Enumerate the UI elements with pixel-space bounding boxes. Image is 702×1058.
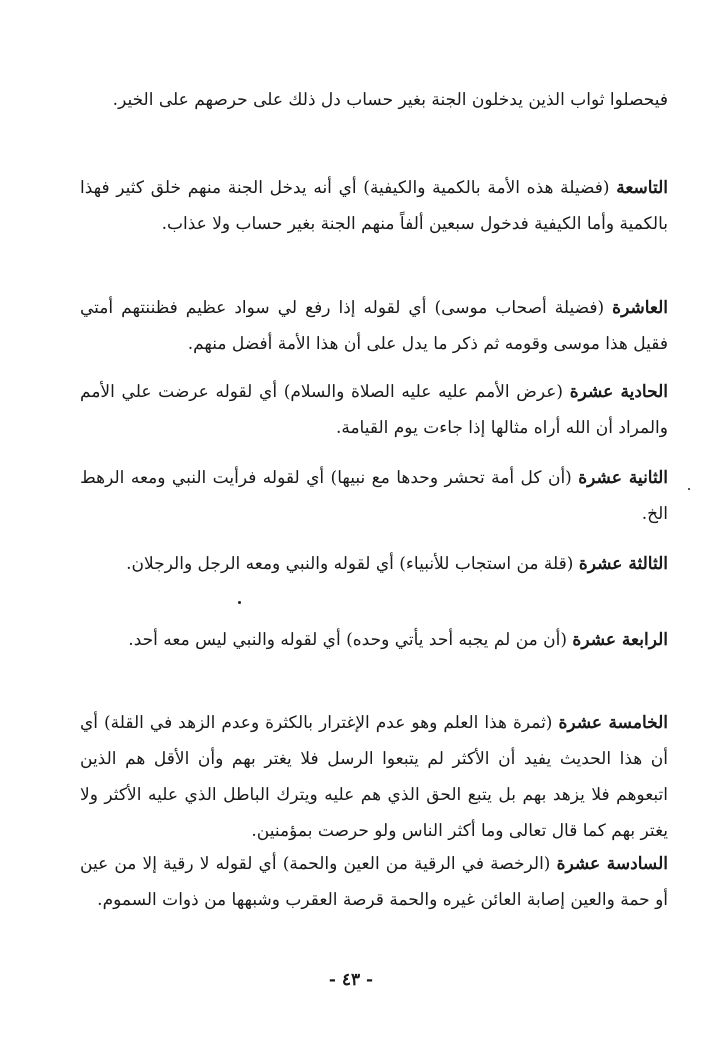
- print-speck: [688, 488, 690, 490]
- paragraph-3-heading: العاشرة: [612, 298, 668, 318]
- print-speck: [238, 601, 241, 604]
- paragraph-7-heading: الرابعة عشرة: [572, 630, 668, 650]
- paragraph-8-heading: الخامسة عشرة: [558, 713, 668, 733]
- paragraph-4-heading: الحادية عشرة: [569, 382, 668, 402]
- page-number: - ٤٣ -: [328, 970, 374, 990]
- paragraph-9-text: (الرخصة في الرقية من العين والحمة) أي لقوله لا رقية إلا من عين أو حمة والعين إصابة العائن غيره والحمة قرصة العقرب وشبهها من ذوات السموم.: [80, 854, 668, 910]
- paragraph-6: [80, 546, 668, 582]
- paragraph-3: [80, 290, 668, 362]
- paragraph-9-heading: السادسة عشرة: [556, 854, 668, 874]
- paragraph-6-text: (قلة من استجاب للأنبياء) أي لقوله والنبي ومعه الرجل والرجلان.: [126, 554, 574, 574]
- paragraph-8: [80, 705, 668, 849]
- paragraph-2-heading: التاسعة: [616, 178, 669, 198]
- paragraph-8-text: (ثمرة هذا العلم وهو عدم الإغترار بالكثرة وعدم الزهد في القلة) أي أن هذا الحديث يفيد أن الأكثر لم يتبعوا الرسل فلا يغتر بهم وأن الأقل هم الذين اتبعوهم فلا يزهد بهم بل يتبع الحق الذي هم عليه ويترك الباطل الذي عليه الأكثر ولا يغتر بهم كما قال تعالى وما أكثر الناس ولو حرصت بمؤمنين.: [80, 713, 668, 841]
- paragraph-7: [80, 622, 668, 658]
- paragraph-1-text: فيحصلوا ثواب الذين يدخلون الجنة بغير حساب دل ذلك على حرصهم على الخير.: [112, 90, 668, 110]
- paragraph-5-text: (أن كل أمة تحشر وحدها مع نبيها) أي لقوله فرأيت النبي ومعه الرهط الخ.: [80, 468, 668, 524]
- paragraph-6-heading: الثالثة عشرة: [578, 554, 668, 574]
- paragraph-2: [80, 170, 668, 242]
- paragraph-7-text: (أن من لم يجبه أحد يأتي وحده) أي لقوله والنبي ليس معه أحد.: [128, 630, 568, 650]
- paragraph-3-text: (فضيلة أصحاب موسى) أي لقوله إذا رفع لي سواد عظيم فظننتهم أمتي فقيل هذا موسى وقومه ثم ذكر ما يدل على أن هذا الأمة أفضل منهم.: [80, 298, 668, 354]
- paragraph-4: [80, 374, 668, 446]
- paragraph-1: [80, 82, 668, 118]
- paragraph-5-heading: الثانية عشرة: [578, 468, 669, 488]
- paragraph-9: [80, 846, 668, 918]
- paragraph-4-text: (عرض الأمم عليه عليه الصلاة والسلام) أي لقوله عرضت علي الأمم والمراد أن الله أراه مثالها إذا جاءت يوم القيامة.: [80, 382, 668, 438]
- paragraph-2-text: (فضيلة هذه الأمة بالكمية والكيفية) أي أنه يدخل الجنة منهم خلق كثير فهذا بالكمية وأما الكيفية فدخول سبعين ألفاً منهم الجنة بغير حساب ولا عذاب.: [80, 178, 668, 234]
- paragraph-5: [80, 460, 668, 532]
